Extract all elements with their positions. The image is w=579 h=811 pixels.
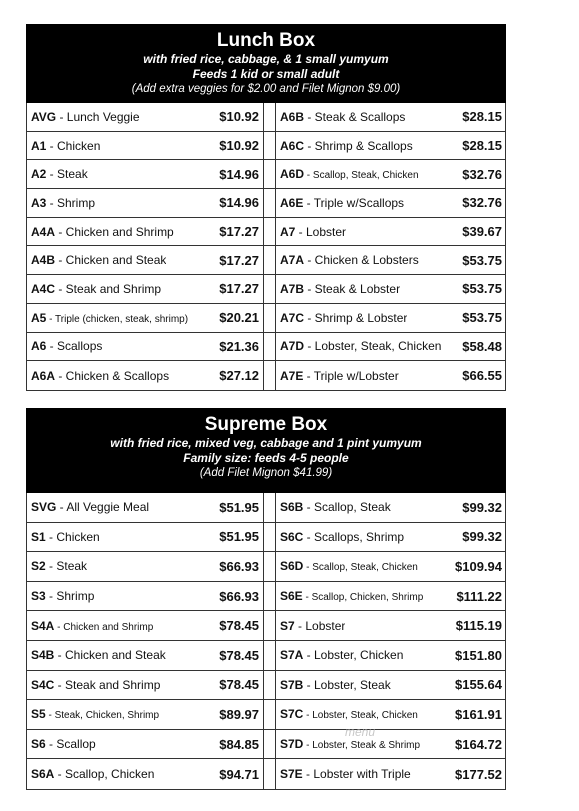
lunch-box-price-table [26, 103, 506, 391]
menu-item-price: $17.27 [219, 224, 259, 240]
menu-item-row [276, 582, 506, 612]
menu-item-description: - Steak & Scallops [304, 109, 406, 124]
menu-item-row [27, 582, 263, 612]
menu-item-price: $155.64 [455, 677, 502, 693]
menu-item-description: - Scallop, Chicken [54, 767, 155, 782]
menu-item-label [31, 500, 149, 514]
checkbox-cell [264, 275, 275, 304]
menu-item-code: A1 [31, 138, 47, 153]
menu-item-description: - Scallop, Chicken, Shrimp [302, 592, 424, 604]
menu-item-label [31, 678, 160, 692]
menu-item-price: $21.36 [219, 338, 259, 354]
menu-item-price: $27.12 [219, 368, 259, 384]
menu-item-label [280, 767, 411, 781]
menu-item-price: $66.55 [462, 368, 502, 384]
menu-item-price: $14.96 [219, 195, 259, 211]
menu-item-label [280, 589, 423, 603]
menu-item-code: S7A [280, 648, 304, 663]
menu-item-price: $17.27 [219, 281, 259, 297]
menu-item-price: $53.75 [462, 281, 502, 297]
menu-item-description: - Lobster [295, 224, 347, 239]
checkbox-cell [264, 730, 275, 760]
menu-item-price: $84.85 [219, 736, 259, 752]
menu-item-description: - Steak and Shrimp [54, 677, 161, 692]
menu-item-code: A4B [31, 253, 56, 268]
menu-item-description: - All Veggie Meal [56, 500, 150, 515]
menu-item-row [27, 523, 263, 553]
menu-item-description: - Steak [45, 559, 88, 574]
menu-item-code: S2 [31, 559, 46, 574]
menu-item-row [276, 275, 506, 304]
menu-item-label [31, 648, 166, 662]
supreme-checkbox-column [264, 493, 275, 789]
supreme-box-feeds: Family size: feeds 4-5 people [183, 451, 349, 465]
menu-item-code: A5 [31, 310, 47, 325]
menu-item-row [27, 160, 263, 189]
menu-item-label [31, 196, 95, 210]
menu-item-code: A2 [31, 167, 47, 182]
menu-item-description: - Triple w/Lobster [303, 368, 399, 383]
menu-item-row [27, 759, 263, 789]
menu-item-row [276, 246, 506, 275]
menu-item-code: SVG [31, 500, 57, 515]
menu-item-description: - Steak, Chicken, Shrimp [45, 710, 160, 722]
menu-item-row [276, 730, 506, 760]
menu-item-label [280, 737, 420, 751]
checkbox-cell [264, 333, 275, 362]
menu-item-price: $99.32 [462, 499, 502, 515]
menu-item-label [280, 530, 404, 544]
menu-item-label [280, 282, 400, 296]
menu-item-price: $51.95 [219, 529, 259, 545]
menu-item-description: - Scallops, Shrimp [303, 529, 405, 544]
menu-item-price: $109.94 [455, 558, 502, 574]
menu-item-code: A6A [31, 368, 56, 383]
menu-item-row [276, 218, 506, 247]
menu-item-description: - Scallop, Steak, Chicken [303, 562, 418, 574]
menu-item-code: S4A [31, 618, 55, 633]
menu-item-price: $89.97 [219, 706, 259, 722]
menu-item-description: - Lobster, Steak, Chicken [303, 710, 418, 722]
menu-item-label [31, 559, 87, 573]
menu-item-description: - Chicken [45, 529, 100, 544]
checkbox-cell [264, 361, 275, 390]
menu-item-code: S7C [280, 707, 304, 722]
menu-item-row [27, 611, 263, 641]
checkbox-cell [264, 523, 275, 553]
menu-item-row [276, 189, 506, 218]
menu-item-label [31, 282, 161, 296]
supreme-box-subtitle: with fried rice, mixed veg, cabbage and 1 pint yumyum [110, 436, 422, 450]
menu-item-price: $161.91 [455, 706, 502, 722]
menu-item-price: $28.15 [462, 138, 502, 154]
menu-item-label [280, 339, 441, 353]
checkbox-cell [264, 671, 275, 701]
menu-item-code: S6E [280, 589, 303, 604]
menu-item-label [280, 707, 418, 721]
menu-item-code: A7B [280, 281, 305, 296]
menu-item-label [280, 619, 345, 633]
menu-item-description: - Lobster, Steak, Chicken [304, 339, 442, 354]
menu-item-row [276, 333, 506, 362]
menu-item-code: S3 [31, 589, 46, 604]
menu-item-description: - Lobster [294, 618, 346, 633]
menu-item-code: S6B [280, 500, 304, 515]
menu-item-label [280, 225, 346, 239]
menu-item-label [31, 369, 169, 383]
menu-item-price: $151.80 [455, 647, 502, 663]
checkbox-cell [264, 189, 275, 218]
menu-item-price: $10.92 [219, 138, 259, 154]
menu-item-label [280, 500, 391, 514]
menu-item-description: - Shrimp [45, 589, 95, 604]
menu-item-code: S6A [31, 767, 55, 782]
menu-item-label [31, 589, 94, 603]
checkbox-cell [264, 304, 275, 333]
menu-item-row [276, 132, 506, 161]
menu-item-price: $17.27 [219, 252, 259, 268]
menu-item-label [31, 530, 100, 544]
menu-item-description: - Scallop, Steak, Chicken [304, 170, 419, 182]
lunch-box-title: Lunch Box [216, 30, 316, 51]
menu-item-description: - Scallops [46, 339, 103, 354]
menu-item-row [27, 671, 263, 701]
menu-item-price: $32.76 [462, 166, 502, 182]
menu-item-code: A6 [31, 339, 47, 354]
lunch-box-feeds: Feeds 1 kid or small adult [192, 67, 340, 81]
menu-item-row [276, 700, 506, 730]
menu-item-label [31, 311, 188, 325]
menu-item-code: A7C [280, 310, 305, 325]
menu-item-description: - Lobster, Steak [303, 677, 391, 692]
menu-item-row [276, 103, 506, 132]
menu-item-row [27, 700, 263, 730]
menu-item-description: - Lunch Veggie [56, 109, 140, 124]
checkbox-cell [264, 246, 275, 275]
menu-item-description: - Shrimp & Lobster [304, 310, 408, 325]
menu-item-code: S7 [280, 618, 295, 633]
menu-item-row [27, 493, 263, 523]
menu-item-price: $111.22 [456, 588, 502, 604]
menu-item-label [280, 110, 405, 124]
menu-item-price: $28.15 [462, 109, 502, 125]
supreme-left-column [27, 493, 263, 789]
menu-item-label [280, 559, 418, 573]
menu-item-label [31, 767, 154, 781]
menu-item-row [27, 246, 263, 275]
menu-item-description: - Chicken and Steak [55, 253, 167, 268]
menu-item-label [31, 737, 96, 751]
supreme-box-title: Supreme Box [204, 414, 328, 435]
menu-item-description: - Chicken & Lobsters [304, 253, 419, 268]
checkbox-cell [264, 160, 275, 189]
menu-item-label [280, 167, 419, 181]
checkbox-cell [264, 759, 275, 789]
supreme-box-banner [26, 408, 506, 493]
menu-item-code: S1 [31, 529, 46, 544]
menu-item-code: A7D [280, 339, 305, 354]
menu-item-row [276, 641, 506, 671]
menu-item-label [280, 678, 391, 692]
menu-item-description: - Scallop [45, 737, 96, 752]
menu-item-description: - Steak [46, 167, 88, 182]
menu-item-code: A6E [280, 195, 304, 210]
menu-item-description: - Shrimp [46, 195, 96, 210]
menu-item-row [276, 552, 506, 582]
menu-item-price: $78.45 [219, 677, 259, 693]
menu-item-description: - Chicken and Shrimp [55, 224, 174, 239]
menu-item-label [31, 619, 153, 633]
menu-item-code: S6D [280, 559, 304, 574]
menu-item-code: A6C [280, 138, 305, 153]
menu-item-price: $177.52 [455, 766, 502, 782]
menu-item-row [27, 333, 263, 362]
menu-item-label [280, 139, 413, 153]
menu-item-code: S6C [280, 529, 304, 544]
menu-item-row [276, 523, 506, 553]
menu-item-row [27, 103, 263, 132]
checkbox-cell [264, 218, 275, 247]
menu-item-price: $115.19 [455, 618, 502, 634]
menu-item-code: A6B [280, 109, 305, 124]
menu-item-code: S5 [31, 707, 46, 722]
watermark: menu [345, 725, 376, 739]
menu-item-price: $53.75 [462, 252, 502, 268]
checkbox-cell [264, 103, 275, 132]
menu-item-description: - Chicken & Scallops [55, 368, 170, 383]
checkbox-cell [264, 493, 275, 523]
menu-item-code: A7 [280, 224, 296, 239]
menu-item-label [280, 196, 404, 210]
supreme-box-note: (Add Filet Mignon $41.99) [199, 467, 333, 479]
menu-item-code: S7B [280, 677, 304, 692]
checkbox-cell [264, 611, 275, 641]
menu-item-description: - Triple w/Scallops [303, 195, 405, 210]
menu-item-description: - Steak and Shrimp [55, 281, 162, 296]
checkbox-cell [264, 132, 275, 161]
lunch-left-column [27, 103, 263, 390]
menu-item-row [27, 552, 263, 582]
menu-item-row [27, 275, 263, 304]
checkbox-cell [264, 700, 275, 730]
menu-item-row [27, 304, 263, 333]
menu-item-row [27, 730, 263, 760]
menu-item-price: $39.67 [462, 224, 502, 240]
lunch-box-subtitle: with fried rice, cabbage, & 1 small yumyum [143, 52, 389, 66]
supreme-box-price-table [26, 493, 506, 790]
menu-item-row [276, 304, 506, 333]
lunch-box-note: (Add extra veggies for $2.00 and Filet Mignon $9.00) [131, 83, 401, 95]
menu-item-label [31, 225, 174, 239]
menu-item-code: AVG [31, 109, 57, 124]
menu-item-price: $32.76 [462, 195, 502, 211]
menu-item-row [276, 611, 506, 641]
menu-item-description: - Lobster, Steak & Shrimp [303, 740, 421, 752]
menu-item-price: $58.48 [462, 338, 502, 354]
menu-item-row [27, 361, 263, 390]
menu-item-label [31, 707, 159, 721]
menu-item-label [31, 139, 100, 153]
menu-item-price: $66.93 [219, 588, 259, 604]
lunch-right-column [276, 103, 506, 390]
menu-item-code: A4C [31, 281, 56, 296]
lunch-checkbox-column [264, 103, 275, 390]
menu-item-row [27, 189, 263, 218]
menu-item-description: - Scallop, Steak [303, 500, 391, 515]
supreme-right-column [276, 493, 506, 789]
menu-item-price: $94.71 [219, 766, 259, 782]
menu-item-description: - Lobster with Triple [302, 767, 411, 782]
menu-item-code: A6D [280, 167, 305, 182]
menu-item-price: $51.95 [219, 499, 259, 515]
checkbox-cell [264, 552, 275, 582]
menu-item-label [280, 648, 403, 662]
menu-item-row [276, 493, 506, 523]
supreme-box-section [26, 408, 506, 790]
menu-item-code: S4B [31, 648, 55, 663]
menu-item-label [280, 369, 399, 383]
menu-item-description: - Triple (chicken, steak, shrimp) [46, 313, 189, 325]
menu-item-row [27, 641, 263, 671]
menu-item-row [276, 361, 506, 390]
menu-item-code: A7A [280, 253, 305, 268]
lunch-box-section [26, 24, 506, 391]
menu-item-label [31, 110, 140, 124]
menu-item-code: A3 [31, 195, 47, 210]
menu-item-price: $20.21 [219, 310, 259, 326]
menu-item-code: A4A [31, 224, 56, 239]
menu-item-price: $66.93 [219, 558, 259, 574]
menu-item-label [31, 167, 88, 181]
menu-item-code: A7E [280, 368, 304, 383]
menu-item-row [27, 132, 263, 161]
menu-item-price: $164.72 [455, 736, 502, 752]
menu-item-description: - Shrimp & Scallops [304, 138, 413, 153]
menu-item-price: $14.96 [219, 166, 259, 182]
menu-item-description: - Chicken and Shrimp [54, 621, 154, 633]
checkbox-cell [264, 641, 275, 671]
menu-item-description: - Chicken [46, 138, 101, 153]
menu-item-label [31, 339, 102, 353]
menu-item-price: $78.45 [219, 647, 259, 663]
menu-item-row [276, 160, 506, 189]
menu-item-row [27, 218, 263, 247]
menu-item-price: $10.92 [219, 109, 259, 125]
menu-item-code: S7D [280, 737, 304, 752]
menu-item-label [280, 253, 419, 267]
menu-item-price: $78.45 [219, 618, 259, 634]
menu-item-price: $53.75 [462, 310, 502, 326]
menu-item-label [31, 253, 166, 267]
lunch-box-banner [26, 24, 506, 103]
menu-item-description: - Chicken and Steak [54, 648, 166, 663]
menu-item-code: S6 [31, 737, 46, 752]
menu-item-description: - Lobster, Chicken [303, 648, 404, 663]
menu-item-description: - Steak & Lobster [304, 281, 401, 296]
checkbox-cell [264, 582, 275, 612]
menu-item-code: S4C [31, 677, 55, 692]
menu-item-code: S7E [280, 767, 303, 782]
menu-item-row [276, 671, 506, 701]
menu-item-row [276, 759, 506, 789]
menu-item-price: $99.32 [462, 529, 502, 545]
menu-item-label [280, 311, 407, 325]
